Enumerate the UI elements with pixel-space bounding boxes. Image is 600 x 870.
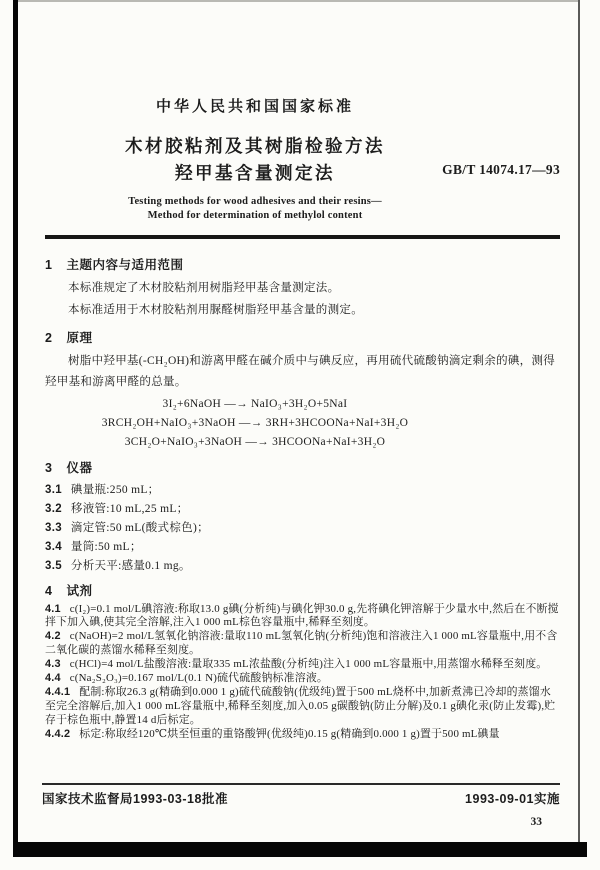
document-title-line-2: 羟甲基含量测定法: [175, 163, 335, 183]
clause-4-3-number: 4.3: [45, 658, 61, 671]
clause-3-1: [45, 481, 560, 500]
english-title-line-1: Testing methods for wood adhesives and their resins—: [128, 196, 382, 207]
section-2: [45, 330, 560, 452]
clause-4-3: [45, 658, 560, 672]
equation-block: [45, 395, 465, 452]
header-rule: [45, 235, 560, 239]
national-standard-label: 中华人民共和国国家标准: [155, 99, 354, 115]
english-title-line-2: Method for determination of methylol content: [147, 210, 363, 221]
implementation-text: 1993-09-01实施: [465, 792, 560, 806]
clause-3-5: [45, 557, 560, 576]
scan-edge-right: [578, 0, 580, 842]
clause-3-4: [45, 538, 560, 557]
clause-3-4-number: 3.4: [45, 540, 62, 553]
section-4: [45, 583, 560, 742]
footer: [42, 789, 560, 807]
document-title-line-1: 木材胶粘剂及其树脂检验方法: [125, 136, 385, 156]
section-1-heading: [45, 257, 560, 274]
scan-edge-bottom: [13, 842, 587, 857]
clause-4-4-1-number: 4.4.1: [45, 685, 71, 698]
clause-3-3-number: 3.3: [45, 521, 62, 534]
equation-3: 3CH₂O+NaIO₃+3NaOH —→ 3HCOONa+NaI+3H₂O: [124, 435, 386, 448]
clause-4-2-number: 4.2: [45, 630, 61, 643]
clause-3-5-number: 3.5: [45, 559, 62, 572]
section-1-paragraph-2: 本标准适用于木材胶粘剂用脲醛树脂羟甲基含量的测定。: [68, 303, 363, 316]
section-2-heading: [45, 330, 560, 347]
footer-rule: [42, 783, 560, 785]
equation-1: 3I₂+6NaOH —→ NaIO₃+3H₂O+5NaI: [162, 397, 348, 410]
clause-4-1: [45, 603, 560, 631]
standard-number: GB/T 14074.17—93: [442, 162, 560, 177]
english-title-block: [45, 195, 465, 223]
clause-3-3-text: 滴定管:50 mL(酸式棕色)；: [70, 521, 209, 534]
section-4-title: 试剂: [66, 583, 93, 598]
clause-3-2: [45, 500, 560, 519]
section-2-number: 2: [45, 330, 53, 345]
section-4-heading: [45, 583, 560, 600]
title-block: [45, 133, 465, 187]
section-3: [45, 460, 560, 576]
clause-4-4-number: 4.4: [45, 672, 61, 685]
clause-4-2-text: c(NaOH)=2 mol/L氢氧化钠溶液:量取110 mL氢氧化钠(分析纯)饱和溶液注入1 000 mL容量瓶中,用不含二氧化碳的蒸馏水稀释至刻度。: [45, 630, 558, 657]
clause-4-4-1-text: 配制:称取26.3 g(精确到0.000 1 g)硫代硫酸钠(优级纯)置于500 mL烧杯中,加新煮沸已冷却的蒸馏水至完全溶解后,加入1 000 mL容量瓶中,稀释至刻度,加入0.05 g碳酸钠(防止分解)及0.1 g碘化汞(防止发霉),贮存于棕色瓶中,静置14 d后标定。: [45, 685, 556, 726]
section-2-paragraph-1: 树脂中羟甲基(-CH₂OH)和游离甲醛在碱介质中与碘反应，再用硫代硫酸钠滴定剩余的碘，测得羟甲基和游离甲醛的总量。: [45, 354, 556, 388]
clause-4-3-text: c(HCl)=4 mol/L盐酸溶液:量取335 mL浓盐酸(分析纯)注入1 000 mL容量瓶中,用蒸馏水稀释至刻度。: [69, 658, 548, 671]
clause-4-1-number: 4.1: [45, 602, 61, 615]
clause-3-3: [45, 519, 560, 538]
section-3-heading: [45, 460, 560, 477]
section-1: [45, 257, 560, 321]
section-2-title: 原理: [66, 330, 93, 345]
header-center-column: [45, 98, 465, 223]
section-1-number: 1: [45, 257, 53, 272]
section-1-title: 主题内容与适用范围: [66, 257, 184, 272]
clause-3-1-text: 碘量瓶:250 mL；: [70, 483, 160, 496]
clause-3-4-text: 量筒:50 mL；: [70, 540, 142, 553]
document-header: [45, 98, 560, 223]
section-4-number: 4: [45, 583, 53, 598]
clause-4-4-2-number: 4.4.2: [45, 727, 71, 740]
approval-text: 国家技术监督局1993-03-18批准: [42, 792, 228, 806]
clause-4-4: [45, 672, 560, 686]
section-1-paragraph-1: 本标准规定了木材胶粘剂用树脂羟甲基含量测定法。: [68, 281, 340, 294]
section-3-title: 仪器: [66, 460, 93, 475]
section-4-clauses: [45, 603, 560, 742]
clause-3-2-number: 3.2: [45, 502, 62, 515]
page-number: 33: [530, 816, 542, 828]
clause-4-4-text: c(Na₂S₂O₃)=0.167 mol/L(0.1 N)硫代硫酸钠标准溶液。: [69, 672, 328, 685]
section-3-number: 3: [45, 460, 53, 475]
clause-4-4-2: [45, 728, 560, 742]
section-3-clauses: [45, 481, 560, 576]
clause-4-2: [45, 630, 560, 658]
page-content: [45, 0, 560, 742]
clause-4-4-1: [45, 686, 560, 728]
clause-3-1-number: 3.1: [45, 483, 62, 496]
scan-edge-left: [13, 0, 18, 857]
clause-3-5-text: 分析天平:感量0.1 mg。: [70, 559, 191, 572]
clause-4-1-text: c(I₂)=0.1 mol/L碘溶液:称取13.0 g碘(分析纯)与碘化钾30.0 g,先将碘化钾溶解于少量水中,然后在不断搅拌下加入碘,使其完全溶解,注入1 000 mL棕色容量瓶中,稀释至刻度。: [45, 602, 559, 629]
equation-2: 3RCH₂OH+NaIO₃+3NaOH —→ 3RH+3HCOONa+NaI+3H₂O: [101, 416, 409, 429]
clause-4-4-2-text: 标定:称取经120℃烘至恒重的重铬酸钾(优级纯)0.15 g(精确到0.000 1 g)置于500 mL碘量: [79, 727, 500, 740]
clause-3-2-text: 移液管:10 mL,25 mL；: [70, 502, 189, 515]
